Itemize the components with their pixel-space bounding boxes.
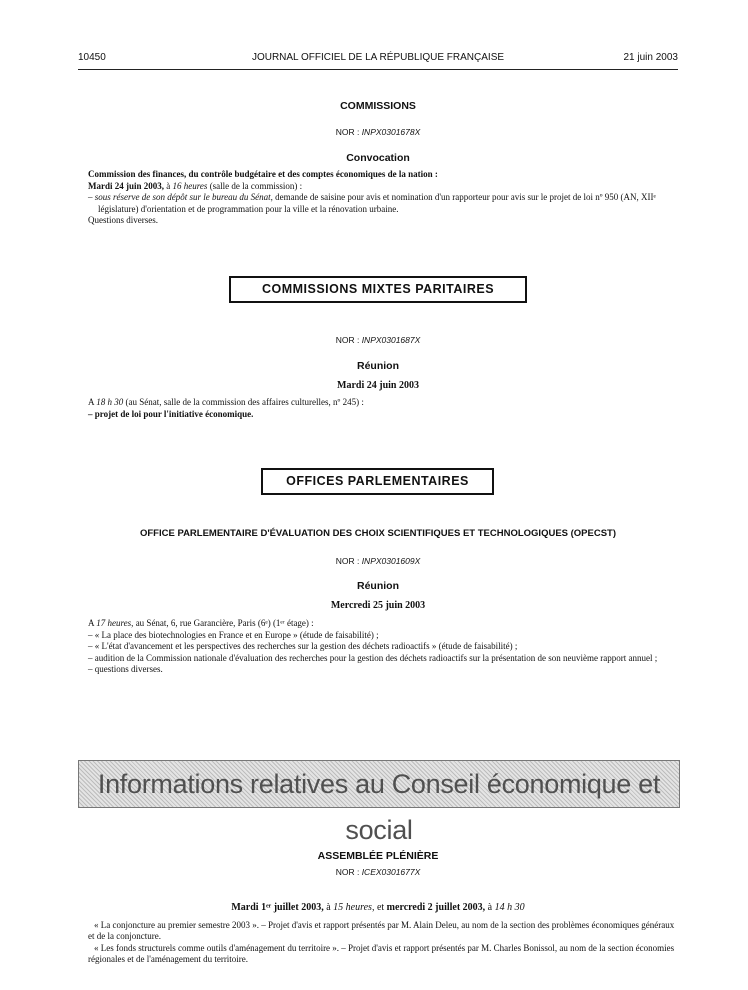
offices-time-line: A 17 heures, au Sénat, 6, rue Garancière, Paris (6ᵉ) (1ᵉʳ étage) : bbox=[88, 618, 314, 628]
journal-title: JOURNAL OFFICIEL DE LA RÉPUBLIQUE FRANÇAISE bbox=[251, 52, 505, 63]
list-item: – projet de loi pour l'initiative économique. bbox=[88, 408, 254, 419]
commissions-body bbox=[88, 169, 678, 227]
section-title-offices: OFFICES PARLEMENTAIRES bbox=[261, 468, 494, 495]
nor-code: INPX0301678X bbox=[361, 127, 421, 137]
section-title-cmp: COMMISSIONS MIXTES PARITAIRES bbox=[229, 276, 527, 303]
nor-cmp: NOR : INPX0301687X bbox=[335, 335, 421, 345]
section-title-assembly: ASSEMBLÉE PLÉNIÈRE bbox=[317, 850, 439, 862]
cmp-time-line: A 18 h 30 (au Sénat, salle de la commission des affaires culturelles, nº 245) : bbox=[88, 397, 364, 407]
list-item: – sous réserve de son dépôt sur le bureau du Sénat, demande de saisine pour avis et nomination d'un rapporteur pour avis sur le projet de loi nº 950 (AN, XIIᵉ législature) d'orientation et de programmation pour la ville et la rénovation urbaine. bbox=[88, 192, 656, 214]
assembly-paragraph: « Les fonds structurels comme outils d'aménagement du territoire ». – Projet d'avis et rapport présentés par M. Charles Bonissol, au nom de la section économies régionales et de l'aménagement du territoire. bbox=[88, 943, 675, 964]
office-name: OFFICE PARLEMENTAIRE D'ÉVALUATION DES CHOIX SCIENTIFIQUES ET TECHNOLOGIQUES (OPECST) bbox=[139, 528, 617, 539]
cmp-body bbox=[88, 397, 678, 420]
list-item: – questions diverses. bbox=[88, 664, 163, 674]
nor-assembly: NOR : ICEX0301677X bbox=[335, 867, 421, 877]
list-item: – audition de la Commission nationale d'évaluation des recherches pour la gestion des déchets radioactifs sur la présentation de son neuvième rapport annuel ; bbox=[88, 652, 658, 663]
offices-date: Mercredi 25 juin 2003 bbox=[330, 600, 426, 611]
assembly-body bbox=[88, 920, 678, 964]
list-item: Questions diverses. bbox=[88, 215, 158, 225]
nor-offices: NOR : INPX0301609X bbox=[335, 556, 421, 566]
nor-label: NOR : bbox=[335, 127, 360, 137]
assembly-paragraph: « La conjoncture au premier semestre 2003 ». – Projet d'avis et rapport présentés par M. Alain Deleu, au nom de la section des problèmes économiques généraux et de la conjoncture. bbox=[88, 920, 675, 941]
commission-name: Commission des finances, du contrôle budgétaire et des comptes économiques de la nation : bbox=[88, 169, 438, 179]
subtitle-reunion-cmp: Réunion bbox=[357, 360, 399, 372]
header-rule bbox=[78, 69, 678, 70]
list-item: – « L'état d'avancement et les perspectives des recherches sur la gestion des déchets radioactifs » (étude de faisabilité) ; bbox=[88, 641, 518, 651]
assembly-date: Mardi 1ᵉʳ juillet 2003, à 15 heures, et mercredi 2 juillet 2003, à 14 h 30 bbox=[231, 902, 525, 913]
page-number: 10450 bbox=[78, 52, 106, 63]
issue-date: 21 juin 2003 bbox=[623, 52, 678, 63]
list-item: – « La place des biotechnologies en France et en Europe » (étude de faisabilité) ; bbox=[88, 629, 379, 640]
subtitle-reunion-offices: Réunion bbox=[357, 580, 399, 592]
page-header bbox=[78, 52, 678, 68]
convocation-date: Mardi 24 juin 2003, à 16 heures (salle de la commission) : bbox=[88, 180, 303, 191]
nor-commissions bbox=[78, 127, 678, 137]
subtitle-convocation: Convocation bbox=[346, 152, 410, 164]
offices-body bbox=[88, 618, 678, 676]
cmp-date: Mardi 24 juin 2003 bbox=[337, 380, 419, 391]
section-banner-ces: Informations relatives au Conseil économique et social bbox=[78, 760, 680, 808]
section-title-commissions: COMMISSIONS bbox=[340, 100, 416, 112]
